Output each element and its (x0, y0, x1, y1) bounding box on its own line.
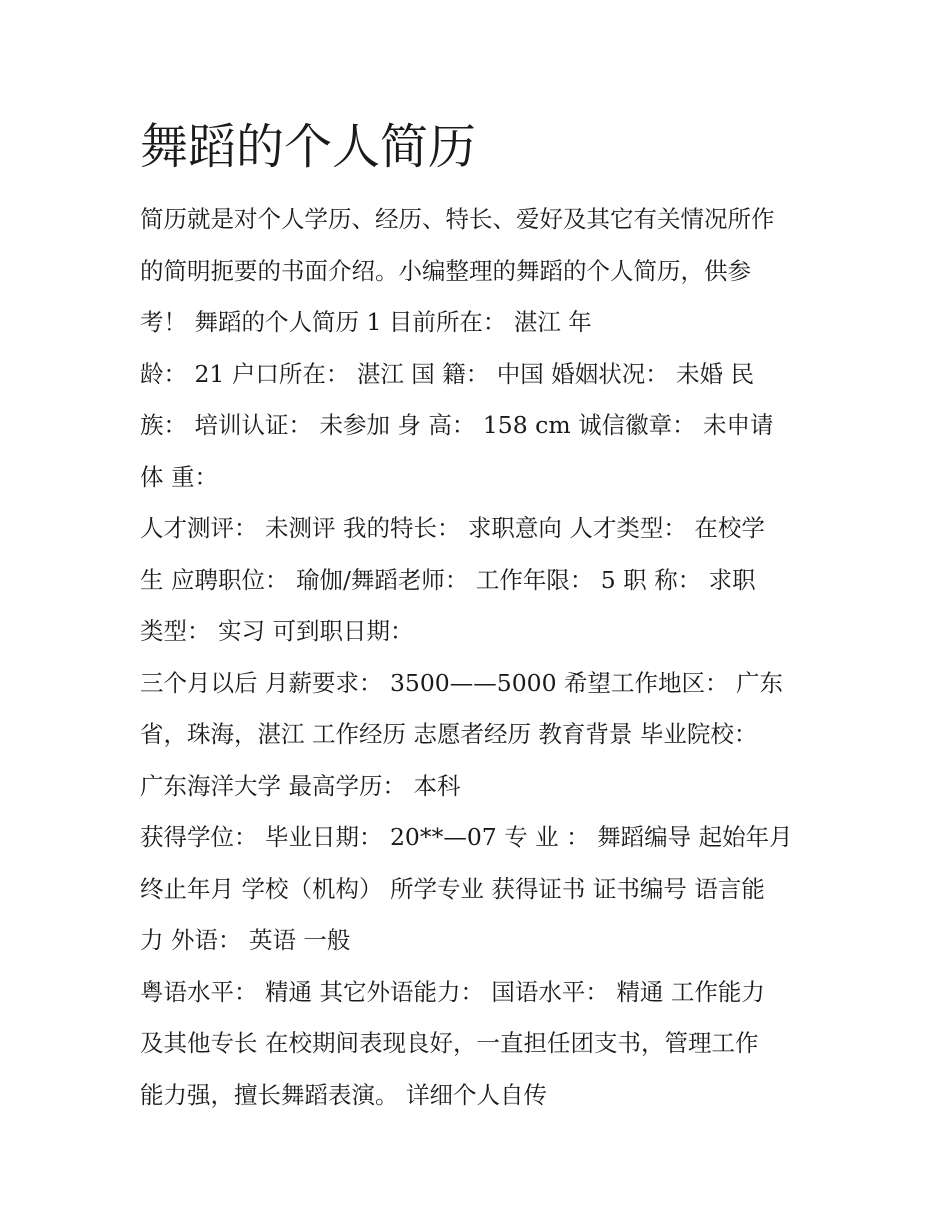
text-line: 粤语水平： 精通 其它外语能力： 国语水平： 精通 工作能力 (140, 977, 765, 1006)
text-line: 人才测评： 未测评 我的特长： 求职意向 人才类型： 在校学 (140, 514, 765, 542)
text-line: 广东海洋大学 最高学历： 本科 (140, 771, 461, 800)
text-line: 类型： 实习 可到职日期： (140, 617, 414, 645)
text-line: 获得学位： 毕业日期： 20**—07 专 业 ： 舞蹈编导 起始年月 (140, 823, 793, 851)
text-line: 终止年月 学校（机构） 所学专业 获得证书 证书编号 语言能 (140, 874, 765, 903)
text-line: 体 重： (140, 462, 218, 491)
text-line: 三个月以后 月薪要求： 3500——5000 希望工作地区： 广东 (140, 668, 783, 697)
text-line: 及其他专长 在校期间表现良好，一直担任团支书，管理工作 (140, 1029, 759, 1057)
text-line: 能力强，擅长舞蹈表演。 详细个人自传 (140, 1080, 547, 1109)
text-line: 考！ 舞蹈的个人简历 1 目前所在： 湛江 年 (140, 308, 592, 336)
text-line: 龄： 21 户口所在： 湛江 国 籍： 中国 婚姻状况： 未婚 民 (140, 359, 755, 388)
page-title: 舞蹈的个人简历 (140, 119, 477, 175)
text-line: 的简明扼要的书面介绍。小编整理的舞蹈的个人简历，供参 (140, 256, 751, 285)
text-line: 生 应聘职位： 瑜伽/舞蹈老师： 工作年限： 5 职 称： 求职 (140, 565, 756, 594)
text-line: 族： 培训认证： 未参加 身 高： 158 cm 诚信徽章： 未申请 (140, 411, 774, 439)
text-line: 力 外语： 英语 一般 (140, 926, 351, 954)
resume-body (140, 194, 820, 1121)
text-line: 简历就是对个人学历、经历、特长、爱好及其它有关情况所作 (140, 205, 775, 233)
text-line: 省，珠海，湛江 工作经历 志愿者经历 教育背景 毕业院校： (140, 720, 758, 748)
